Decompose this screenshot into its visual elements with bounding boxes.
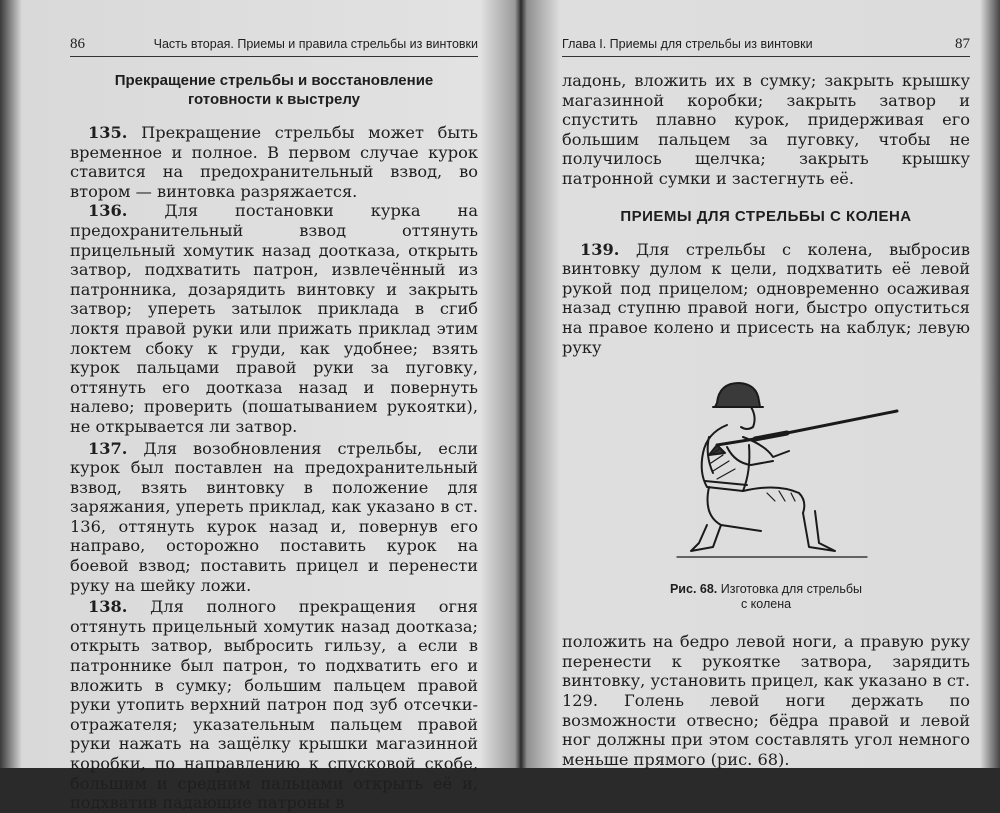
- paragraph-number: 136.: [88, 201, 128, 221]
- figure-kneeling-soldier: [562, 375, 970, 570]
- figure-label: Рис. 68.: [669, 582, 718, 597]
- paragraph-text: Для постановки курка на предохранительный взвод оттянуть прицельный хомутик назад доотказа, открыть затвор, подхватить патрон, извлечённый из патронника, дозарядить винтовку и закрыть затвор; упереть затылок приклада в сгиб локтя правой руки или прижать приклад этим локтем сбоку к груди, как удобнее; взять курок пальцами правой руки за пуговку, оттянуть его доотказа назад и повернуть налево; проверить (пошатыванием рукоятки), не открывается ли затвор.: [70, 201, 478, 436]
- left-running-head: [70, 36, 478, 57]
- section-title-line-1: Прекращение стрельбы и восстановление: [114, 72, 434, 89]
- paragraph-text: Для возобновления стрельбы, если курок был поставлен на предохранительный взвод, взять винтовку в положение для заряжания, упереть приклад, как указано в ст. 136, оттянуть курок назад и, повернув его направо, осторожно поставить курок на боевой взвод; поставить прицел и перенести руку на шейку ложи.: [70, 438, 478, 595]
- paragraph-137: [70, 439, 478, 596]
- paragraph-138-continuation: ладонь, вложить их в сумку; закрыть крышку магазинной коробки; закрыть затвор и спустить плавно курок, придерживая его большим пальцем за пуговку, чтобы не получилось щелчка; закрыть крышку патронной сумки и застегнуть её.: [562, 71, 970, 188]
- figure-caption-text: Изготовка для стрельбы: [717, 582, 863, 597]
- figure-caption: [562, 582, 970, 612]
- paragraph-number: 138.: [88, 597, 128, 617]
- section-title-kneeling: ПРИЕМЫ ДЛЯ СТРЕЛЬБЫ С КОЛЕНА: [620, 207, 912, 225]
- right-page-number: 87: [955, 36, 970, 52]
- figure-caption-line-2: с колена: [740, 597, 792, 612]
- paragraph-text: Для полного прекращения огня оттянуть прицельный хомутик назад доотказа; открыть затвор, выбросить гильзу, а если в патроннике был патрон, то подхватить его и вложить в сумку; большим пальцем правой руки утопить верхний патрон под зуб отсечки-отражателя; указательным пальцем правой руки нажать на защёлку крышки магазинной коробки, по направлению к спусковой скобе, большим и средним пальцами открыть её и, подхватив падающие патроны в: [70, 597, 478, 813]
- paragraph-number: 137.: [88, 438, 128, 458]
- section-title-cease-fire: [70, 71, 478, 109]
- figure-caption-line-1: [562, 582, 970, 597]
- right-running-head-text: Глава I. Приемы для стрельбы из винтовки: [562, 37, 813, 51]
- left-running-head-text: Часть вторая. Приемы и правила стрельбы из винтовки: [153, 37, 478, 51]
- kneeling-rifleman-illustration: [647, 375, 907, 570]
- paragraph-136: [70, 201, 478, 436]
- paragraph-138: [70, 597, 478, 813]
- left-page-number: 86: [70, 36, 85, 52]
- paragraph-139: [562, 240, 970, 358]
- section-title-line-2: готовности к выстрелу: [187, 91, 361, 108]
- paragraph-text: Для стрельбы с колена, выбросив винтовку дулом к цели, подхватить её левой рукой под прицелом; одновременно осаживая назад ступню правой ноги, быстро опуститься на правое колено и присесть на каблук; левую руку: [562, 239, 970, 357]
- paragraph-135: [70, 123, 478, 201]
- paragraph-text: Прекращение стрельбы может быть временное и полное. В первом случае курок ставится на предохранительный взвод, во втором — винтовка разряжается.: [70, 123, 478, 201]
- paragraph-139-continuation: положить на бедро левой ноги, а правую руку перенести к рукоятке затвора, зарядить винтовку, установить прицел, как указано в ст. 129. Голень левой ноги держать по возможности отвесно; бёдра правой и левой ног должны при этом составлять угол немного меньше прямого (рис. 68).: [562, 632, 970, 769]
- paragraph-number: 139.: [580, 239, 620, 259]
- right-page: [527, 0, 1000, 768]
- right-running-head: [562, 36, 970, 57]
- paragraph-number: 135.: [88, 123, 128, 142]
